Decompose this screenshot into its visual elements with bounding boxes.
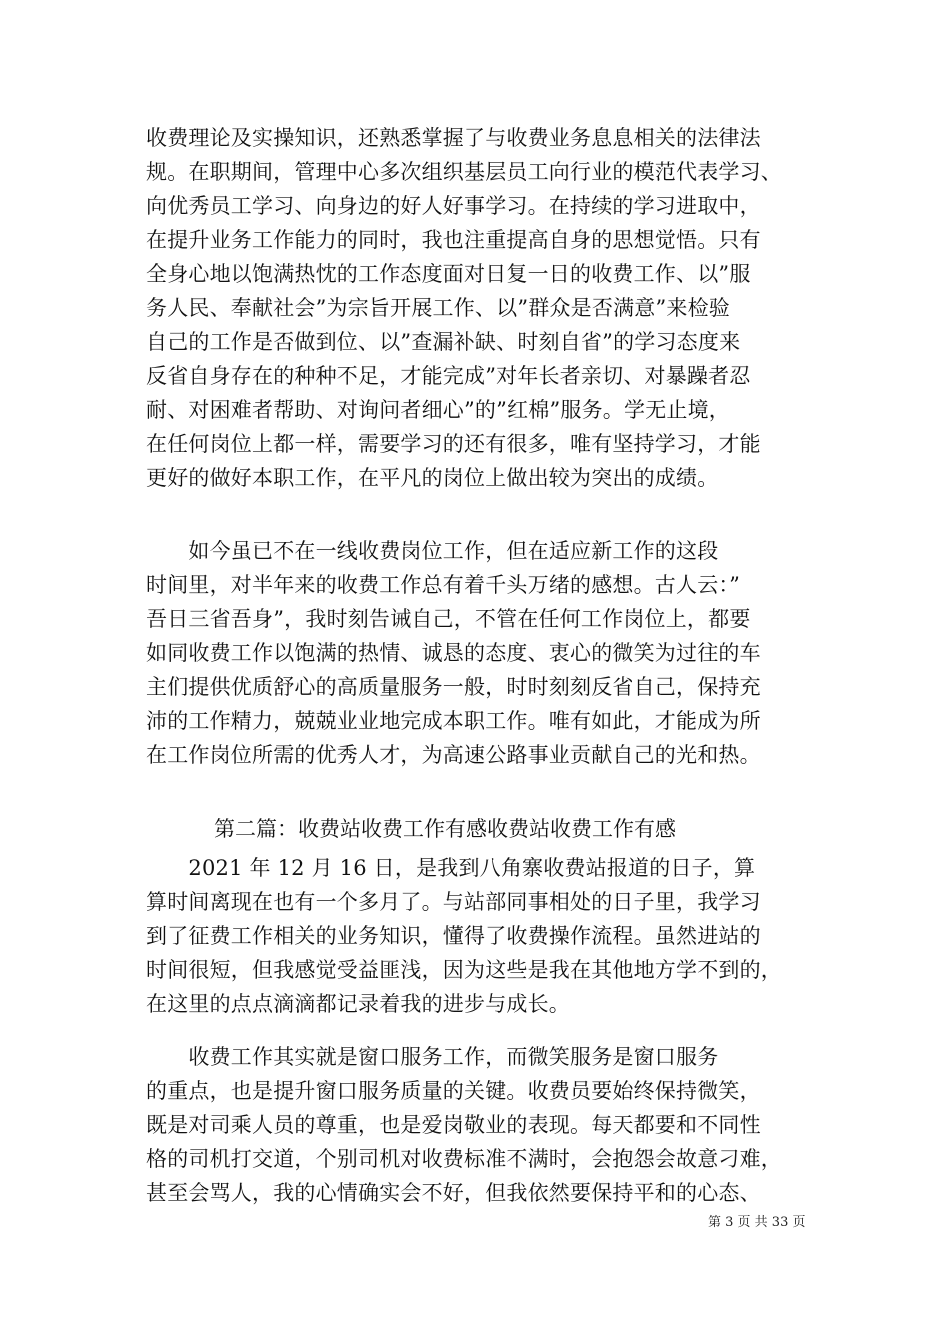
paragraph-3 xyxy=(146,851,826,1021)
paragraph-4 xyxy=(146,1040,826,1210)
text-line: 耐、对困难者帮助、对询问者细心”的”红棉”服务。学无止境， xyxy=(146,398,731,422)
text-line: 时间里，对半年来的收费工作总有着千头万绪的感想。古人云：” xyxy=(146,573,741,597)
text-line: 如同收费工作以饱满的热情、诚恳的态度、衷心的微笑为过往的车 xyxy=(146,641,761,665)
text-line: 在任何岗位上都一样，需要学习的还有很多，唯有坚持学习，才能 xyxy=(146,432,761,456)
text-line: 收费理论及实操知识，还熟悉掌握了与收费业务息息相关的法律法 xyxy=(146,126,761,150)
text-line: 到了征费工作相关的业务知识，懂得了收费操作流程。虽然进站的 xyxy=(146,924,761,948)
text-line: 在工作岗位所需的优秀人才，为高速公路事业贡献自己的光和热。 xyxy=(146,743,761,767)
text-line: 如今虽已不在一线收费岗位工作，但在适应新工作的这段 xyxy=(146,539,719,563)
text-line: 时间很短，但我感觉受益匪浅，因为这些是我在其他地方学不到的， xyxy=(146,958,782,982)
text-line: 的重点，也是提升窗口服务质量的关键。收费员要始终保持微笑， xyxy=(146,1079,761,1103)
text-line: 沛的工作精力，兢兢业业地完成本职工作。唯有如此，才能成为所 xyxy=(146,709,761,733)
text-line: 格的司机打交道，个别司机对收费标准不满时，会抱怨会故意刁难， xyxy=(146,1147,782,1171)
text-line: 在这里的点点滴滴都记录着我的进步与成长。 xyxy=(146,992,570,1016)
text-line: 更好的做好本职工作，在平凡的岗位上做出较为突出的成绩。 xyxy=(146,466,719,490)
text-line: 2021 年 12 月 16 日，是我到八角寨收费站报道的日子，算 xyxy=(146,856,756,880)
text-line: 吾日三省吾身”，我时刻告诫自己，不管在任何工作岗位上，都要 xyxy=(146,607,751,631)
text-line: 收费工作其实就是窗口服务工作，而微笑服务是窗口服务 xyxy=(146,1045,719,1069)
text-line: 既是对司乘人员的尊重，也是爱岗敬业的表现。每天都要和不同性 xyxy=(146,1113,761,1137)
text-line: 甚至会骂人，我的心情确实会不好，但我依然要保持平和的心态、 xyxy=(146,1181,761,1205)
text-line: 务人民、奉献社会”为宗旨开展工作、以”群众是否满意”来检验 xyxy=(146,296,731,320)
paragraph-2 xyxy=(146,534,826,772)
text-line: 主们提供优质舒心的高质量服务一般，时时刻刻反省自己，保持充 xyxy=(146,675,761,699)
text-line: 算时间离现在也有一个多月了。与站部同事相处的日子里，我学习 xyxy=(146,890,761,914)
page-number-footer: 第 3 页 共 33 页 xyxy=(708,1215,806,1230)
section-heading-block xyxy=(146,812,826,846)
text-line: 自己的工作是否做到位、以”查漏补缺、时刻自省”的学习态度来 xyxy=(146,330,741,354)
text-line: 全身心地以饱满热忱的工作态度面对日复一日的收费工作、以”服 xyxy=(146,262,751,286)
text-line: 在提升业务工作能力的同时，我也注重提高自身的思想觉悟。只有 xyxy=(146,228,761,252)
section-heading: 第二篇：收费站收费工作有感收费站收费工作有感 xyxy=(214,817,676,841)
paragraph-1 xyxy=(146,121,826,495)
text-line: 规。在职期间，管理中心多次组织基层员工向行业的模范代表学习、 xyxy=(146,160,782,184)
text-line: 向优秀员工学习、向身边的好人好事学习。在持续的学习进取中， xyxy=(146,194,761,218)
text-line: 反省自身存在的种种不足，才能完成”对年长者亲切、对暴躁者忍 xyxy=(146,364,751,388)
